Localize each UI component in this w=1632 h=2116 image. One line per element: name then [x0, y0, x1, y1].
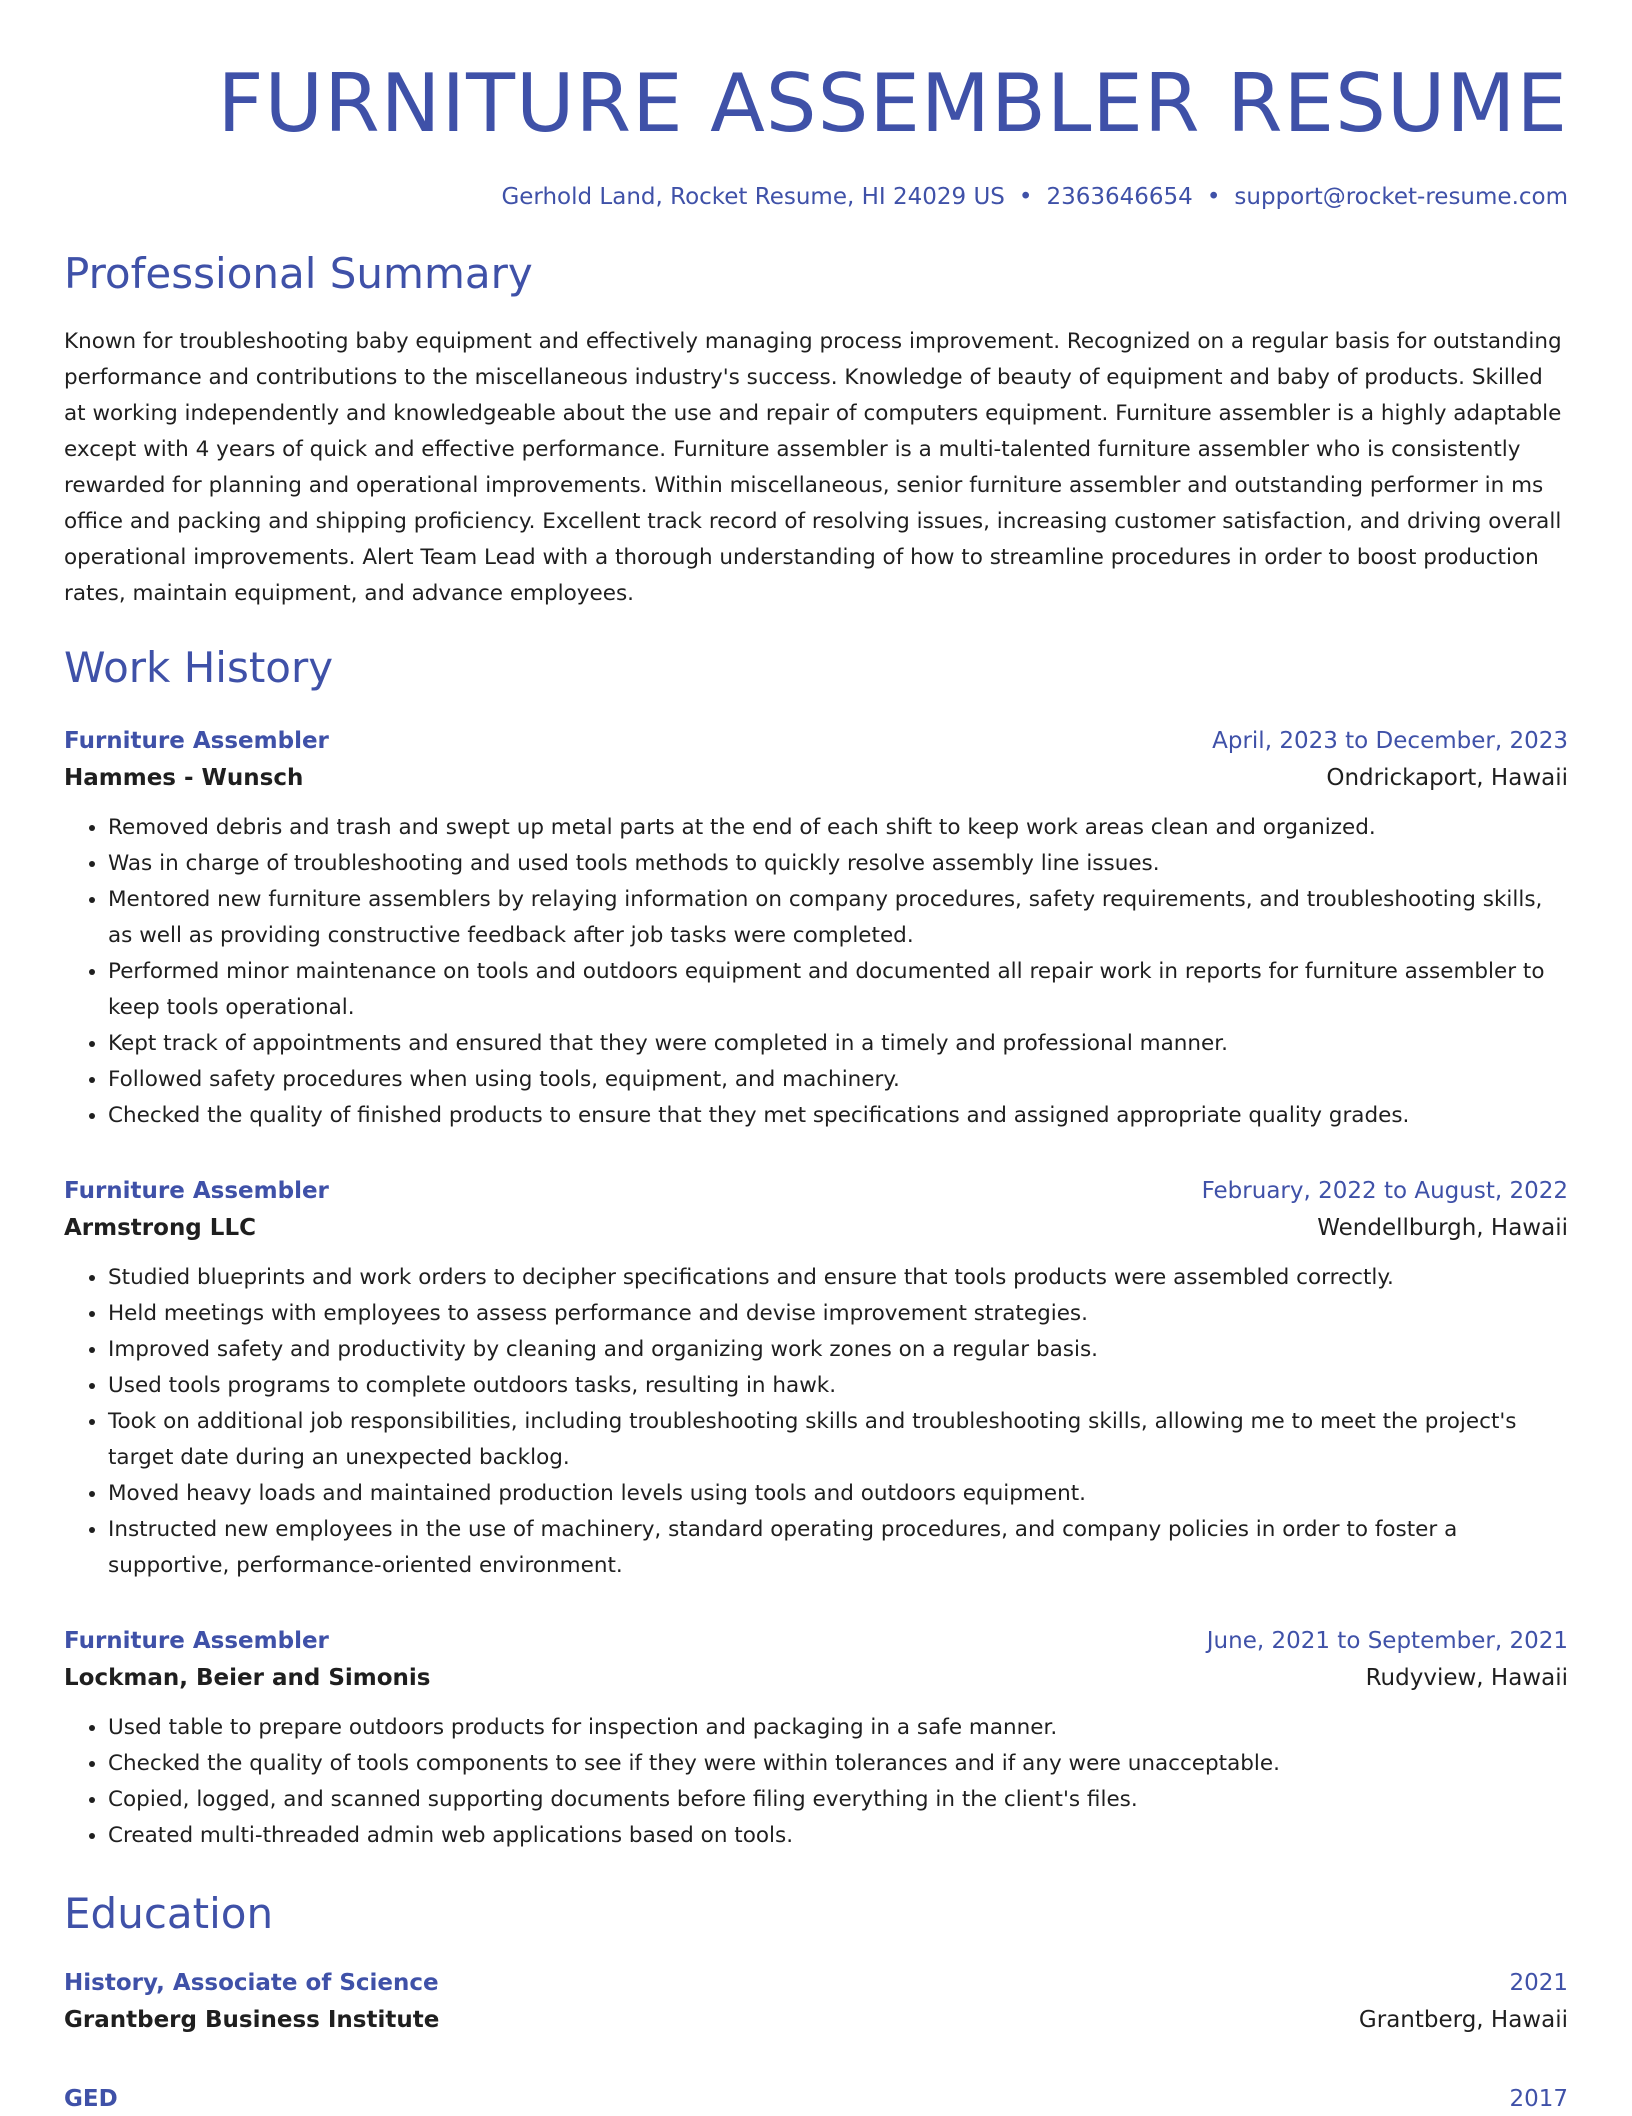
job-location: Rudyview, Hawaii: [1365, 1665, 1568, 1691]
job-location: Wendellburgh, Hawaii: [1317, 1215, 1568, 1241]
job-company: Lockman, Beier and Simonis: [64, 1665, 431, 1691]
education-entry: [64, 2082, 1568, 2116]
job-entry: [64, 724, 1568, 1134]
job-location: Ondrickaport, Hawaii: [1326, 765, 1568, 791]
education-header-row: [64, 1966, 1568, 2000]
education-degree: GED: [64, 2086, 118, 2112]
job-bullet: • Mentored new furniture assemblers by relaying information on company procedures, safety requirements, and troubleshooting skills, as well as providing constructive feedback after job tasks were completed.: [108, 882, 1568, 954]
contact-separator: •: [1018, 184, 1033, 210]
job-company: Armstrong LLC: [64, 1215, 256, 1241]
job-header-row: [64, 1174, 1568, 1208]
job-bullet: • Used tools programs to complete outdoors tasks, resulting in hawk.: [108, 1368, 1568, 1404]
job-bullets: [64, 1710, 1568, 1854]
job-company-row: [64, 1658, 1568, 1698]
job-bullet: • Followed safety procedures when using tools, equipment, and machinery.: [108, 1062, 1568, 1098]
contact-line: [64, 182, 1568, 212]
contact-address: Gerhold Land, Rocket Resume, HI 24029 US: [501, 184, 1005, 210]
education-year: 2017: [1509, 2086, 1568, 2112]
education-school: Grantberg Business Institute: [64, 2007, 440, 2033]
job-bullet: • Was in charge of troubleshooting and used tools methods to quickly resolve assembly line issues.: [108, 846, 1568, 882]
job-dates: February, 2022 to August, 2022: [1201, 1178, 1568, 1204]
job-bullet: • Checked the quality of tools components to see if they were within tolerances and if any were unacceptable.: [108, 1746, 1568, 1782]
work-history-heading: Work History: [64, 643, 334, 692]
education-header-row: [64, 2082, 1568, 2116]
job-entry: [64, 1624, 1568, 1854]
job-bullet: • Moved heavy loads and maintained production levels using tools and outdoors equipment.: [108, 1476, 1568, 1512]
job-header-row: [64, 724, 1568, 758]
job-bullet: • Studied blueprints and work orders to decipher specifications and ensure that tools products were assembled correctly.: [108, 1260, 1568, 1296]
job-bullet: • Removed debris and trash and swept up metal parts at the end of each shift to keep work areas clean and organized.: [108, 810, 1568, 846]
job-bullets: [64, 810, 1568, 1134]
job-bullet: • Used table to prepare outdoors products for inspection and packaging in a safe manner.: [108, 1710, 1568, 1746]
education-school-row: [64, 2000, 1568, 2040]
job-company-row: [64, 758, 1568, 798]
job-entry: [64, 1174, 1568, 1584]
education-location: Grantberg, Hawaii: [1358, 2007, 1568, 2033]
job-role: Furniture Assembler: [64, 728, 329, 754]
summary-text: Known for troubleshooting baby equipment and effectively managing process improvement. Recognized on a regular basis for outstanding performance and contributions to the miscellaneous industry's success. Knowledge of beauty of equipment and baby of products. Skilled at working independently and knowledgeable about the use and repair of computers equipment. Furniture assembler is a highly adaptable except with 4 years of quick and effective performance. Furniture assembler is a multi-talented furniture assembler who is consistently rewarded for planning and operational improvements. Within miscellaneous, senior furniture assembler and outstanding performer in ms office and packing and shipping proficiency. Excellent track record of resolving issues, increasing customer satisfaction, and driving overall operational improvements. Alert Team Lead with a thorough understanding of how to streamline procedures in order to boost production rates, maintain equipment, and advance employees.: [64, 329, 1562, 606]
contact-phone: 2363646654: [1046, 184, 1193, 210]
job-bullet: • Copied, logged, and scanned supporting documents before filing everything in the client's files.: [108, 1782, 1568, 1818]
contact-separator: •: [1206, 184, 1221, 210]
job-bullet: • Performed minor maintenance on tools and outdoors equipment and documented all repair work in reports for furniture assembler to keep tools operational.: [108, 954, 1568, 1026]
summary-heading: Professional Summary: [64, 249, 533, 298]
job-bullets: [64, 1260, 1568, 1584]
education-degree: History, Associate of Science: [64, 1970, 439, 1996]
job-dates: April, 2023 to December, 2023: [1212, 728, 1568, 754]
education-entry: [64, 1966, 1568, 2040]
resume-title: FURNITURE ASSEMBLER RESUME: [217, 57, 1568, 150]
job-company: Hammes - Wunsch: [64, 765, 304, 791]
job-header-row: [64, 1624, 1568, 1658]
job-bullet: • Kept track of appointments and ensured that they were completed in a timely and professional manner.: [108, 1026, 1568, 1062]
resume-header: [64, 56, 1568, 212]
job-bullet: • Instructed new employees in the use of machinery, standard operating procedures, and company policies in order to foster a supportive, performance-oriented environment.: [108, 1512, 1568, 1584]
job-company-row: [64, 1208, 1568, 1248]
education-year: 2021: [1509, 1970, 1568, 1996]
job-bullet: • Held meetings with employees to assess performance and devise improvement strategies.: [108, 1296, 1568, 1332]
job-bullet: • Created multi-threaded admin web applications based on tools.: [108, 1818, 1568, 1854]
education-heading: Education: [64, 1889, 274, 1938]
job-bullet: • Checked the quality of finished products to ensure that they met specifications and assigned appropriate quality grades.: [108, 1098, 1568, 1134]
contact-email[interactable]: support@rocket-resume.com: [1234, 184, 1568, 210]
job-bullet: • Took on additional job responsibilities, including troubleshooting skills and troubleshooting skills, allowing me to meet the project's target date during an unexpected backlog.: [108, 1404, 1568, 1476]
job-bullet: • Improved safety and productivity by cleaning and organizing work zones on a regular basis.: [108, 1332, 1568, 1368]
job-dates: June, 2021 to September, 2021: [1206, 1628, 1568, 1654]
job-role: Furniture Assembler: [64, 1628, 329, 1654]
job-role: Furniture Assembler: [64, 1178, 329, 1204]
